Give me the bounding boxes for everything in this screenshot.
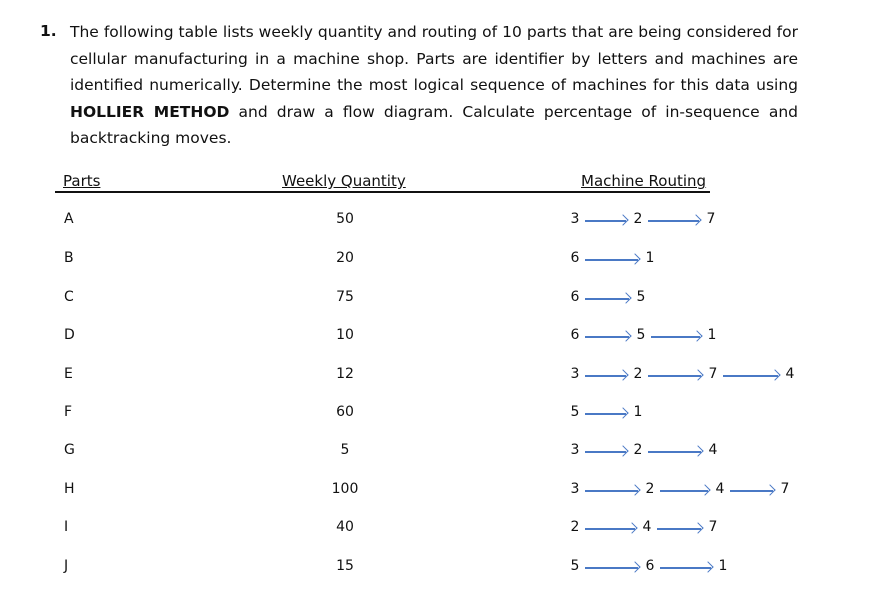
- machine-number: 5: [570, 558, 580, 574]
- table-row: [0, 442, 894, 462]
- table-row: [0, 481, 894, 501]
- table-row: [0, 211, 894, 231]
- part-label: G: [64, 442, 75, 458]
- machine-routing: [0, 519, 894, 539]
- problem-text-part2: and draw a flow diagram. Calculate percentage of in-sequence and backtracking moves.: [70, 102, 798, 147]
- routing-arrow: [660, 490, 708, 492]
- part-label: A: [64, 211, 74, 227]
- problem-statement: [70, 19, 798, 152]
- part-label: D: [64, 327, 75, 343]
- machine-number: 6: [570, 250, 580, 266]
- machine-routing: [0, 289, 894, 309]
- machine-number: 6: [570, 289, 580, 305]
- header-rule: [55, 191, 710, 193]
- weekly-quantity-value: 50: [336, 211, 354, 227]
- machine-number: 3: [570, 211, 580, 227]
- weekly-quantity-value: 20: [336, 250, 354, 266]
- routing-arrow: [723, 375, 778, 377]
- routing-arrow: [585, 413, 626, 415]
- machine-number: 4: [715, 481, 725, 497]
- machine-number: 3: [570, 442, 580, 458]
- weekly-quantity-value: 100: [331, 481, 359, 497]
- machine-number: 4: [642, 519, 652, 535]
- machine-number: 6: [645, 558, 655, 574]
- table-row: [0, 366, 894, 386]
- machine-number: 1: [645, 250, 655, 266]
- routing-arrow: [585, 298, 629, 300]
- weekly-quantity-value: 10: [336, 327, 354, 343]
- machine-routing: [0, 366, 894, 386]
- machine-number: 5: [570, 404, 580, 420]
- machine-number: 7: [706, 211, 716, 227]
- machine-number: 2: [570, 519, 580, 535]
- machine-number: 1: [718, 558, 728, 574]
- machine-number: 5: [636, 327, 646, 343]
- table-row: [0, 327, 894, 347]
- routing-arrow: [651, 336, 700, 338]
- routing-arrow: [657, 528, 701, 530]
- part-label: I: [64, 519, 69, 535]
- machine-routing: [0, 404, 894, 424]
- weekly-quantity-value: 60: [336, 404, 354, 420]
- machine-number: 4: [708, 442, 718, 458]
- header-machine-routing: Machine Routing: [581, 172, 707, 190]
- machine-number: 7: [780, 481, 790, 497]
- weekly-quantity-value: 75: [336, 289, 354, 305]
- routing-arrow: [648, 220, 699, 222]
- machine-routing: [0, 442, 894, 462]
- machine-number: 4: [785, 366, 795, 382]
- routing-arrow: [585, 259, 638, 261]
- routing-arrow: [660, 567, 711, 569]
- table-row: [0, 558, 894, 578]
- machine-number: 2: [633, 366, 643, 382]
- weekly-quantity-value: 5: [340, 442, 350, 458]
- machine-number: 1: [633, 404, 643, 420]
- machine-routing: [0, 327, 894, 347]
- routing-arrow: [585, 567, 638, 569]
- weekly-quantity-value: 15: [336, 558, 354, 574]
- table-row: [0, 289, 894, 309]
- machine-number: 2: [633, 211, 643, 227]
- routing-arrow: [730, 490, 773, 492]
- part-label: B: [64, 250, 74, 266]
- routing-arrow: [585, 375, 626, 377]
- table-row: [0, 250, 894, 270]
- table-row: [0, 404, 894, 424]
- machine-number: 7: [708, 366, 718, 382]
- routing-arrow: [585, 451, 626, 453]
- machine-number: 2: [645, 481, 655, 497]
- routing-arrow: [585, 490, 638, 492]
- method-name: HOLLIER METHOD: [70, 102, 230, 121]
- part-label: H: [64, 481, 75, 497]
- routing-arrow: [585, 336, 629, 338]
- machine-routing: [0, 481, 894, 501]
- machine-routing: [0, 250, 894, 270]
- machine-number: 3: [570, 366, 580, 382]
- part-label: F: [64, 404, 73, 420]
- machine-routing: [0, 558, 894, 578]
- routing-arrow: [585, 528, 635, 530]
- routing-arrow: [648, 375, 701, 377]
- machine-number: 6: [570, 327, 580, 343]
- machine-routing: [0, 211, 894, 231]
- machine-number: 5: [636, 289, 646, 305]
- machine-number: 1: [707, 327, 717, 343]
- part-label: E: [64, 366, 73, 382]
- weekly-quantity-value: 40: [336, 519, 354, 535]
- machine-number: 3: [570, 481, 580, 497]
- part-label: C: [64, 289, 74, 305]
- problem-text-part1: The following table lists weekly quantity and routing of 10 parts that are being considered for cellular manufacturing in a machine shop. Parts are identifier by letters and machines are identified numerically. Determine the most logical sequence of machines for this data using: [70, 23, 798, 94]
- machine-number: 2: [633, 442, 643, 458]
- machine-number: 7: [708, 519, 718, 535]
- weekly-quantity-value: 12: [336, 366, 354, 382]
- routing-arrow: [648, 451, 701, 453]
- part-label: J: [64, 558, 69, 574]
- header-parts: Parts: [63, 172, 101, 190]
- problem-number: 1.: [40, 22, 57, 40]
- routing-arrow: [585, 220, 626, 222]
- table-row: [0, 519, 894, 539]
- header-weekly-quantity: Weekly Quantity: [282, 172, 406, 190]
